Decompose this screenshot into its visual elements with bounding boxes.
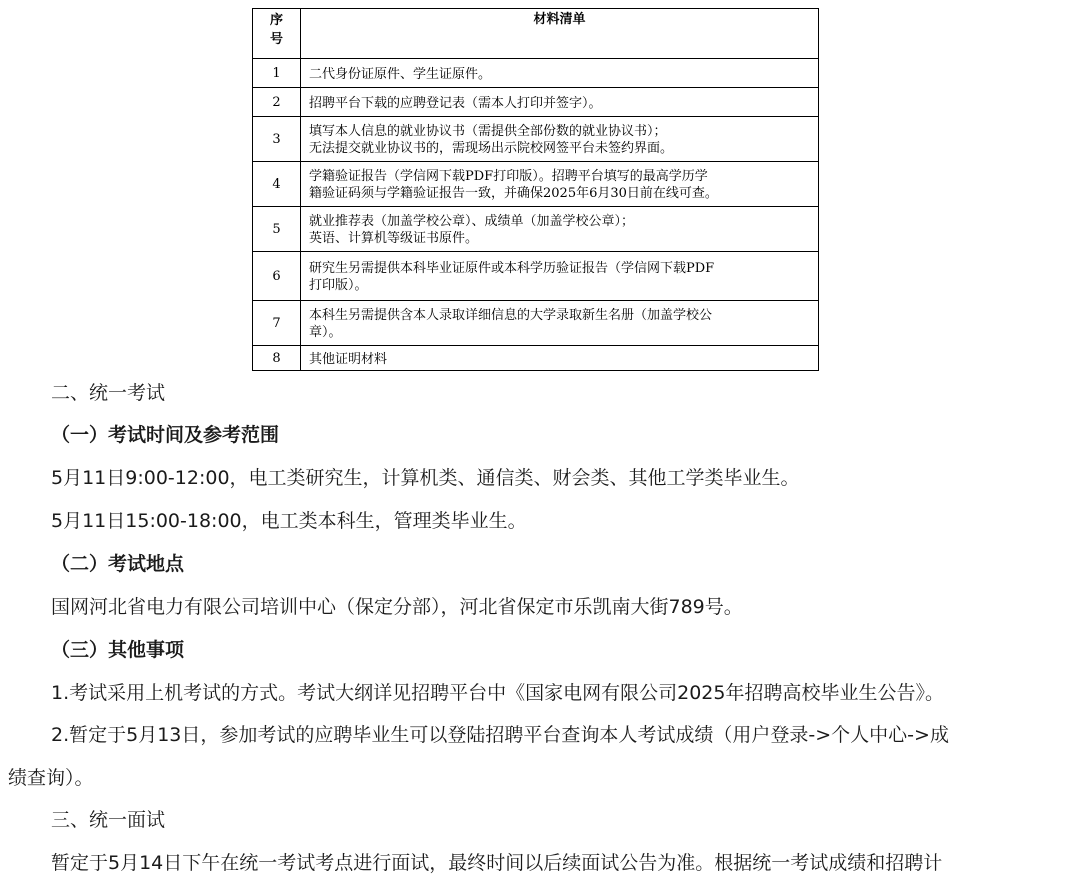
row-number: 1 (253, 59, 301, 88)
header-number-line-2: 号 (269, 32, 283, 47)
table-row (253, 207, 819, 252)
row-text (301, 207, 819, 252)
row-line: 二代身份证原件、学生证原件。 (309, 66, 492, 82)
row-text (301, 117, 819, 162)
subheading-exam-time-scope: （一）考试时间及参考范围 (51, 424, 280, 446)
table-row (253, 252, 819, 301)
header-materials-list: 材料清单 (301, 9, 819, 59)
section-heading-unified-exam: 二、统一考试 (51, 382, 166, 404)
row-number: 5 (253, 207, 301, 252)
row-text (301, 88, 819, 117)
other-matters-item-2-line-2: 绩查询）。 (8, 767, 94, 789)
table-row (253, 88, 819, 117)
row-number: 3 (253, 117, 301, 162)
row-text (301, 252, 819, 301)
row-line: 学籍验证报告（学信网下载PDF打印版）。招聘平台填写的最高学历学 (309, 169, 708, 184)
row-number: 4 (253, 162, 301, 207)
header-number-line-1: 序 (269, 13, 283, 28)
row-line: 无法提交就业协议书的，需现场出示院校网签平台未签约界面。 (309, 141, 674, 156)
row-line: 打印版）。 (309, 278, 368, 293)
other-matters-item-2-line-1: 2.暂定于5月13日，参加考试的应聘毕业生可以登陆招聘平台查询本人考试成绩（用户登录->个人中心->成 (51, 724, 949, 746)
row-line: 章）。 (309, 325, 342, 340)
row-number: 2 (253, 88, 301, 117)
row-number: 6 (253, 252, 301, 301)
interview-paragraph: 暂定于5月14日下午在统一考试考点进行面试，最终时间以后续面试公告为准。根据统一考试成绩和招聘计 (51, 852, 943, 874)
materials-table (252, 8, 819, 371)
table-row (253, 346, 819, 371)
subheading-other-matters: （三）其他事项 (51, 639, 185, 661)
row-text (301, 59, 819, 88)
row-line: 本科生另需提供含本人录取详细信息的大学录取新生名册（加盖学校公 (309, 308, 713, 323)
subheading-exam-location: （二）考试地点 (51, 553, 185, 575)
table-row (253, 117, 819, 162)
row-text (301, 346, 819, 371)
row-line: 招聘平台下载的应聘登记表（需本人打印并签字）。 (309, 95, 602, 111)
section-heading-unified-interview: 三、统一面试 (51, 809, 166, 831)
header-number (253, 9, 301, 59)
table-header-row (253, 9, 819, 59)
row-text (301, 162, 819, 207)
row-line: 就业推荐表（加盖学校公章）、成绩单（加盖学校公章）； (309, 214, 635, 229)
exam-time-paragraph-2: 5月11日15:00-18:00，电工类本科生，管理类毕业生。 (51, 510, 527, 532)
row-number: 7 (253, 301, 301, 346)
exam-time-paragraph-1: 5月11日9:00-12:00，电工类研究生，计算机类、通信类、财会类、其他工学类毕业生。 (51, 467, 800, 489)
other-matters-item-1: 1.考试采用上机考试的方式。考试大纲详见招聘平台中《国家电网有限公司2025年招聘高校毕业生公告》。 (51, 682, 944, 704)
row-line: 填写本人信息的就业协议书（需提供全部份数的就业协议书）； (309, 124, 667, 139)
table-row (253, 301, 819, 346)
table-row (253, 59, 819, 88)
row-line: 研究生另需提供本科毕业证原件或本科学历验证报告（学信网下载PDF (309, 261, 715, 276)
row-line: 英语、计算机等级证书原件。 (309, 231, 479, 246)
row-line: 其他证明材料 (309, 351, 388, 367)
table-row (253, 162, 819, 207)
row-line: 籍验证码须与学籍验证报告一致，并确保2025年6月30日前在线可查。 (309, 186, 718, 201)
exam-location-paragraph: 国网河北省电力有限公司培训中心（保定分部），河北省保定市乐凯南大街789号。 (51, 596, 743, 618)
row-text (301, 301, 819, 346)
row-number: 8 (253, 346, 301, 371)
